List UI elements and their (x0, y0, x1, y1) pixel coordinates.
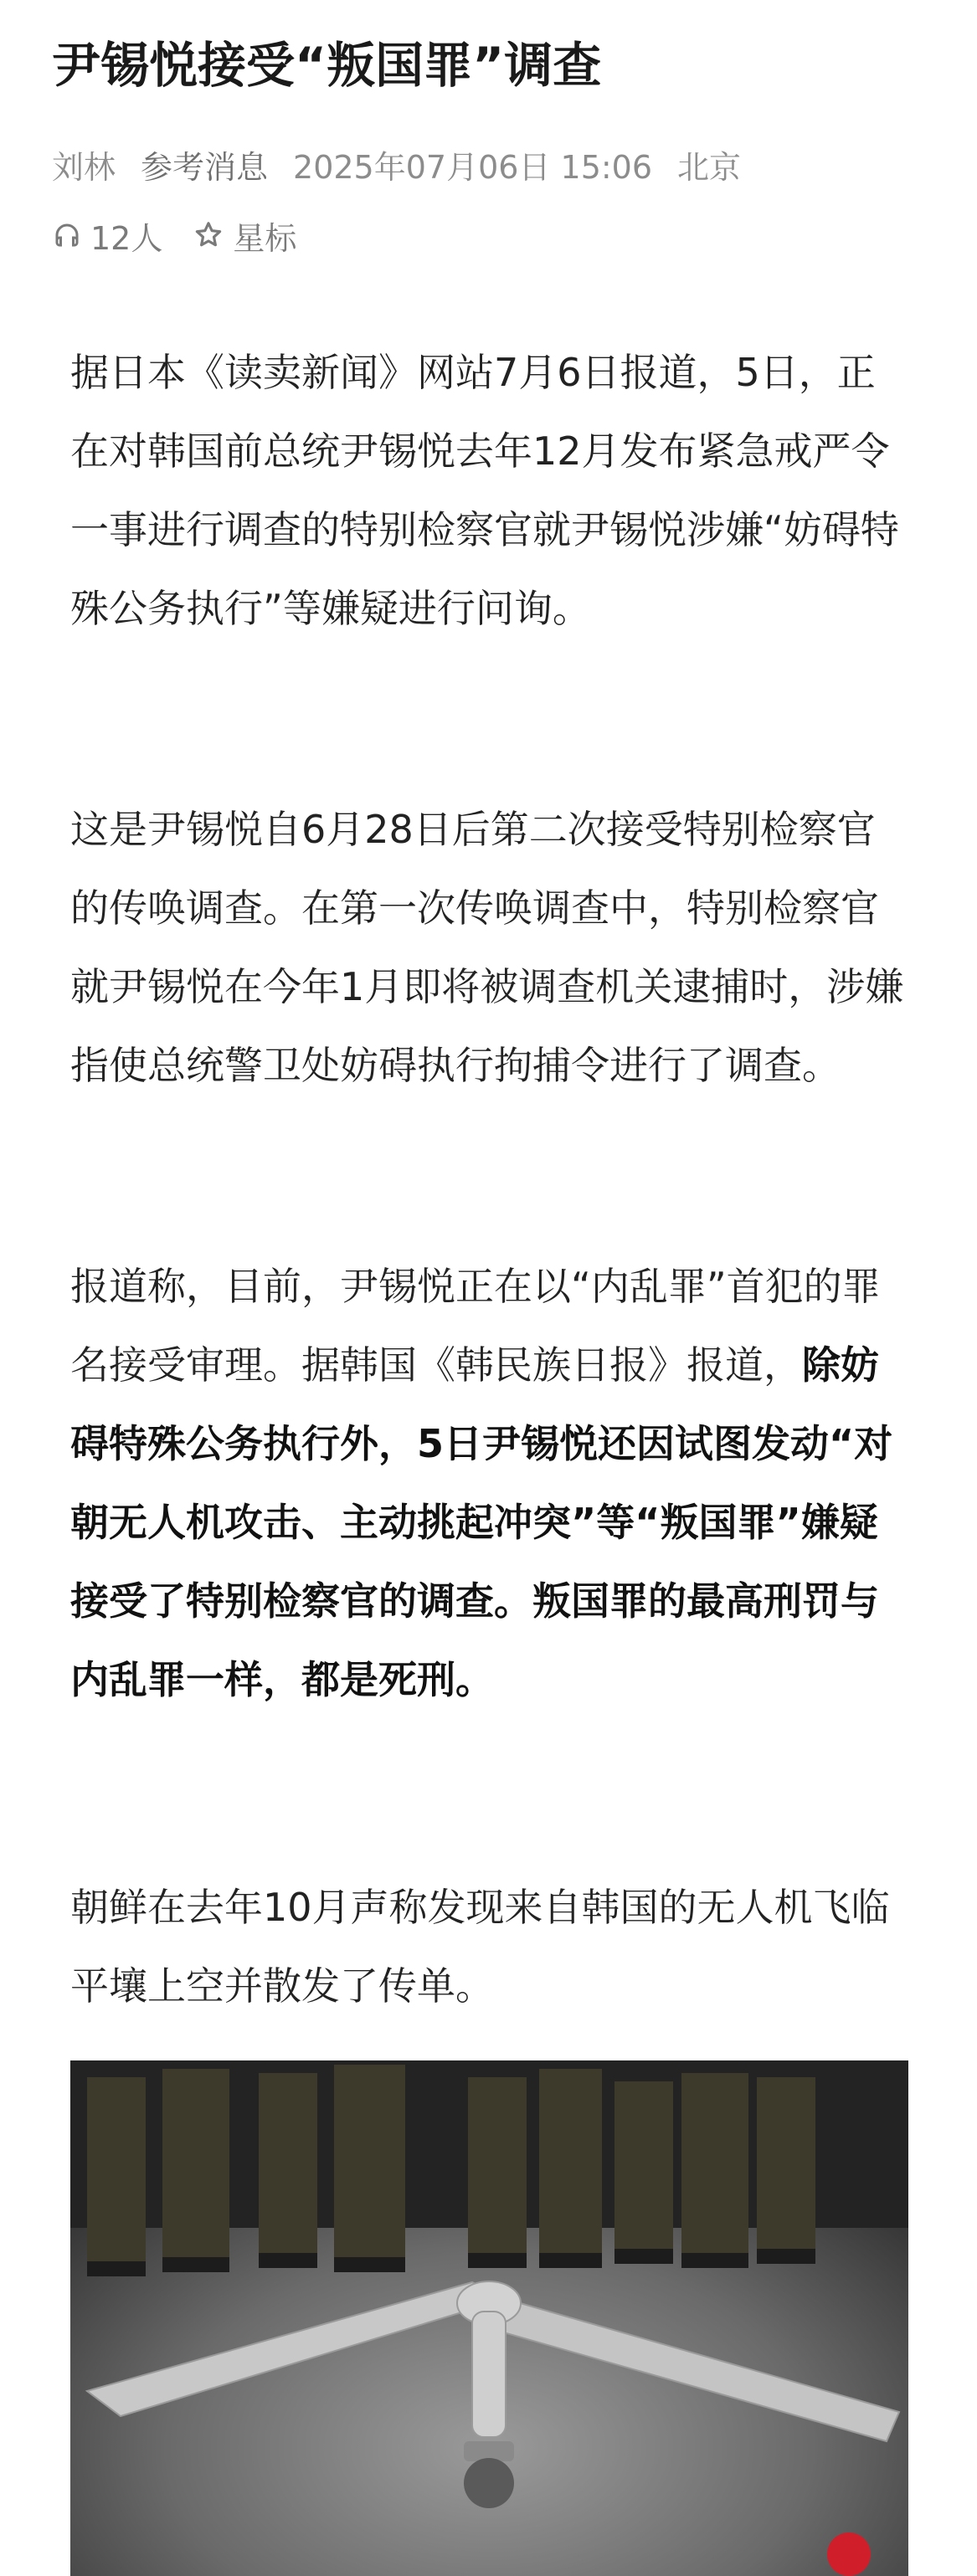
article-body (70, 333, 908, 2025)
article-photo[interactable] (70, 2060, 908, 2576)
publish-datetime: 2025年07月06日 15:06 (293, 148, 653, 186)
paragraph: 据日本《读卖新闻》网站7月6日报道，5日，正在对韩国前总统尹锡悦去年12月发布紧急戒严令一事进行调查的特别检察官就尹锡悦涉嫌“妨碍特殊公务执行”等嫌疑进行问询。 (70, 350, 899, 631)
star-outline-icon (193, 219, 224, 251)
source-name[interactable]: 参考消息 (141, 148, 269, 186)
listen-count[interactable] (52, 213, 162, 259)
star-label: 星标 (233, 219, 297, 257)
paragraph: 这是尹锡悦自6月28日后第二次接受特别检察官的传唤调查。在第一次传唤调查中，特别检察官就尹锡悦在今年1月即将被调查机关逮捕时，涉嫌指使总统警卫处妨碍执行拘捕令进行了调查。 (70, 807, 904, 1088)
paragraph: 朝鲜在去年10月声称发现来自韩国的无人机飞临平壤上空并散发了传单。 (70, 1885, 890, 2009)
author-name[interactable]: 刘林 (52, 148, 116, 186)
headphones-icon (52, 220, 82, 250)
article-title: 尹锡悦接受“叛国罪”调查 (52, 37, 602, 94)
article-stats (52, 213, 327, 258)
paragraph-bold-text: 除妨碍特殊公务执行外，5日尹锡悦还因试图发动“对朝无人机攻击、主动挑起冲突”等“叛国罪”嫌疑接受了特别检察官的调查。叛国罪的最高刑罚与内乱罪一样，都是死刑。 (70, 1342, 893, 1702)
listen-count-label: 12人 (90, 219, 163, 257)
star-button[interactable] (193, 213, 296, 259)
drone-photo-illustration (70, 2060, 908, 2576)
paragraph (70, 1247, 908, 1798)
publish-location: 北京 (677, 148, 742, 186)
article-meta (52, 141, 766, 187)
paragraph-text: 报道称，目前，尹锡悦正在以“内乱罪”首犯的罪名接受审理。据韩国《韩民族日报》报道， (70, 1264, 881, 1388)
